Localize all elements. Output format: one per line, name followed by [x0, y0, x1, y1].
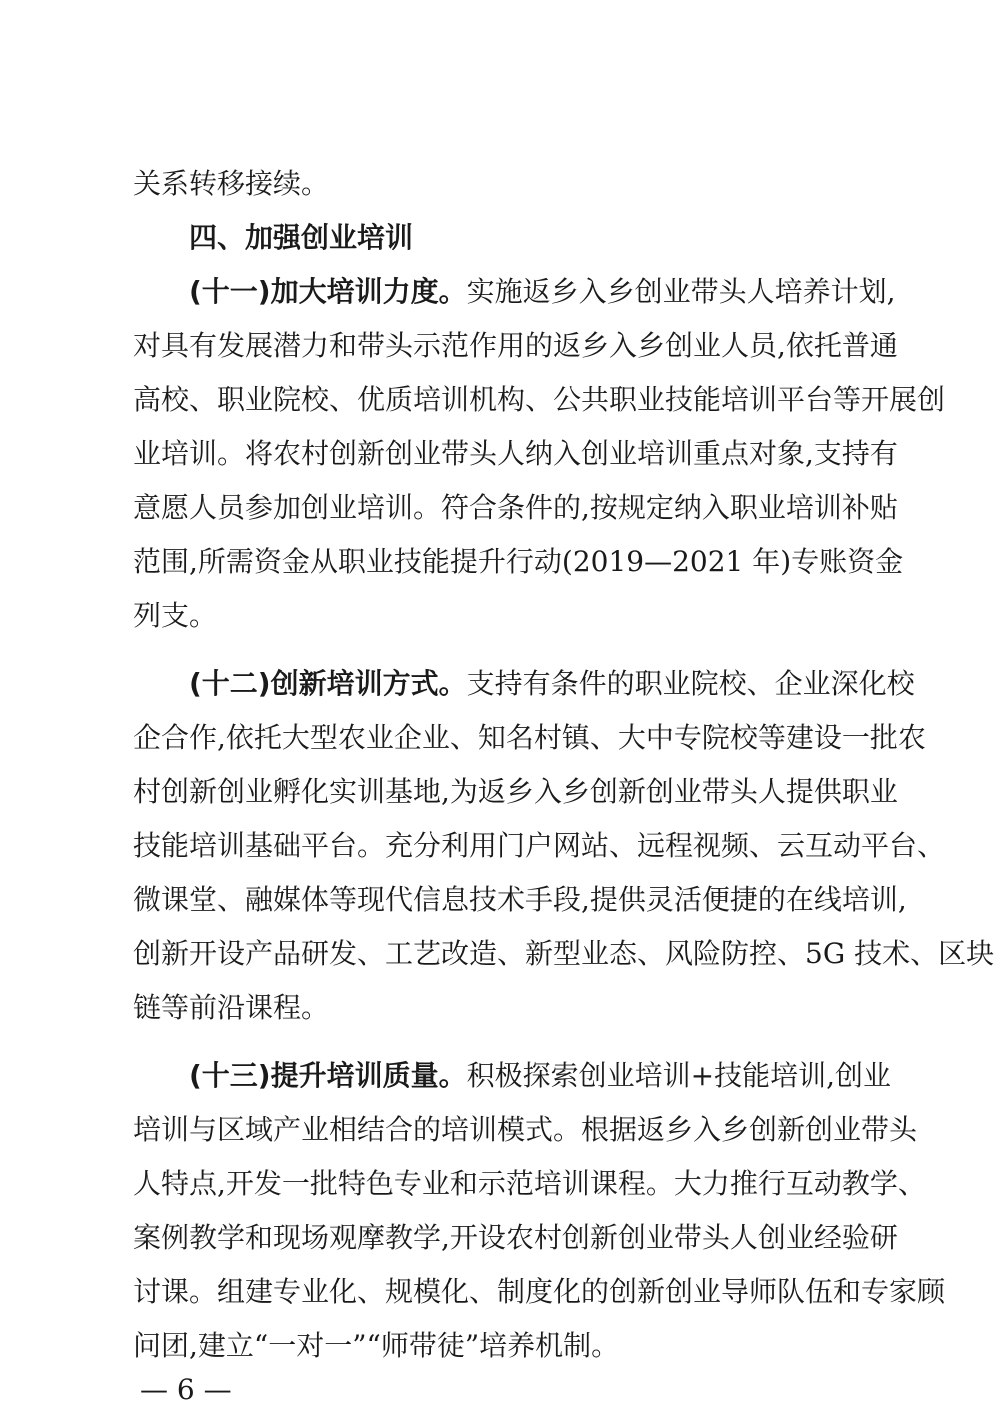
text-line: 微课堂、融媒体等现代信息技术手段,提供灵活便捷的在线培训, — [133, 883, 907, 916]
text-line: 讨课。组建专业化、规模化、制度化的创新创业导师队伍和专家顾 — [133, 1275, 946, 1308]
text-line: 案例教学和现场观摩教学,开设农村创新创业带头人创业经验研 — [133, 1221, 898, 1254]
paragraph-line — [189, 1052, 891, 1100]
paragraph-line — [189, 660, 915, 708]
section-heading: 四、加强创业培训 — [189, 221, 414, 254]
text-line: 创新开设产品研发、工艺改造、新型业态、风险防控、5G 技术、区块 — [133, 937, 995, 970]
text-line: 高校、职业院校、优质培训机构、公共职业技能培训平台等开展创 — [133, 383, 946, 416]
text-line: 培训与区域产业相结合的培训模式。根据返乡入乡创新创业带头 — [133, 1113, 918, 1146]
paragraph-line — [189, 268, 896, 316]
item-text: 实施返乡入乡创业带头人培养计划, — [466, 275, 896, 308]
text-line: 业培训。将农村创新创业带头人纳入创业培训重点对象,支持有 — [133, 437, 898, 470]
text-line: 企合作,依托大型农业企业、知名村镇、大中专院校等建设一批农 — [133, 721, 926, 754]
page-number: — 6 — — [140, 1373, 232, 1406]
text-line: 关系转移接续。 — [133, 167, 330, 200]
item-title: (十三)提升培训质量。 — [189, 1059, 467, 1092]
text-line: 链等前沿课程。 — [133, 991, 330, 1024]
text-line: 意愿人员参加创业培训。符合条件的,按规定纳入职业培训补贴 — [133, 491, 898, 524]
text-line: 问团,建立“一对一”“师带徒”培养机制。 — [133, 1329, 620, 1362]
text-line: 技能培训基础平台。充分利用门户网站、远程视频、云互动平台、 — [133, 829, 946, 862]
text-line: 列支。 — [133, 599, 218, 632]
item-title: (十一)加大培训力度。 — [189, 275, 467, 308]
text-line: 人特点,开发一批特色专业和示范培训课程。大力推行互动教学、 — [133, 1167, 926, 1200]
text-line: 对具有发展潜力和带头示范作用的返乡入乡创业人员,依托普通 — [133, 329, 898, 362]
text-line: 村创新创业孵化实训基地,为返乡入乡创新创业带头人提供职业 — [133, 775, 898, 808]
item-title: (十二)创新培训方式。 — [189, 667, 467, 700]
text-line: 范围,所需资金从职业技能提升行动(2019—2021 年)专账资金 — [133, 545, 904, 578]
item-text: 支持有条件的职业院校、企业深化校 — [466, 667, 915, 700]
item-text: 积极探索创业培训+技能培训,创业 — [466, 1059, 891, 1092]
